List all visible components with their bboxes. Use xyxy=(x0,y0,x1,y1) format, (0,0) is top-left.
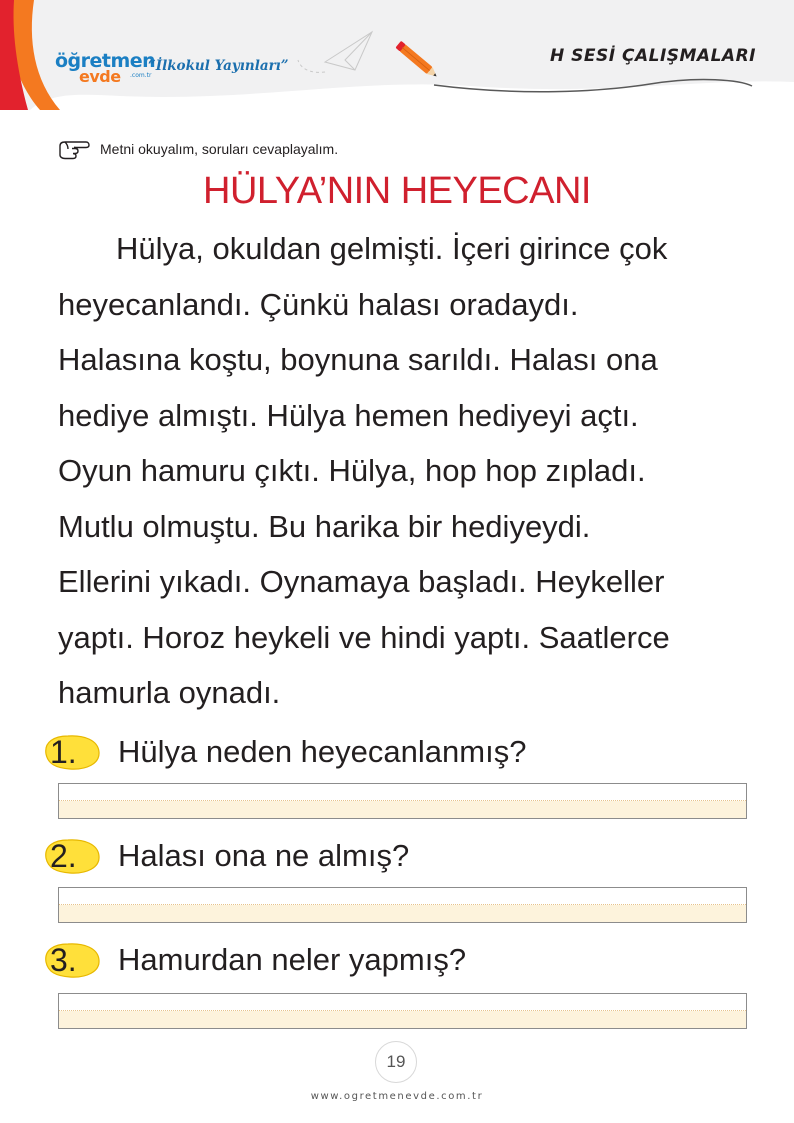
logo-text-secondary: evde xyxy=(79,67,121,86)
question-text: Hamurdan neler yapmış? xyxy=(118,942,467,977)
story-line: Oyun hamuru çıktı. Hülya, hop hop zıpladı. xyxy=(58,453,646,488)
question-number-badge xyxy=(42,836,102,876)
question-number-badge xyxy=(42,940,102,980)
page-number: 19 xyxy=(375,1041,417,1083)
logo-text-primary: öğretmen xyxy=(55,50,156,72)
answer-field-2[interactable] xyxy=(58,887,747,923)
answer-field-1[interactable] xyxy=(58,783,747,819)
story-line: hediye almıştı. Hülya hemen hediyeyi açtı. xyxy=(58,397,639,433)
story-line: Mutlu olmuştu. Bu harika bir hediyeydi. xyxy=(58,508,591,544)
answer-guide-line xyxy=(59,1010,746,1011)
publisher-logo xyxy=(55,50,156,90)
section-title: H SESİ ÇALIŞMALARI xyxy=(549,46,756,66)
pointing-hand-icon xyxy=(58,138,90,160)
story-text xyxy=(58,221,748,721)
story-line: heyecanlandı. Çünkü halası oradaydı. xyxy=(58,286,579,322)
instruction xyxy=(58,136,338,162)
question-1 xyxy=(42,727,526,777)
question-3 xyxy=(42,935,466,985)
question-number: 3. xyxy=(50,942,77,978)
question-text: Halası ona ne almış? xyxy=(118,838,410,873)
story-line: Halasına koştu, boynuna sarıldı. Halası ona xyxy=(58,342,658,377)
answer-guide-band xyxy=(59,1011,746,1028)
logo-domain: .com.tr xyxy=(130,72,152,79)
publisher-name: “İlkokul Yayınları” xyxy=(148,58,289,74)
website-link[interactable]: www.ogretmenevde.com.tr xyxy=(310,1091,484,1102)
answer-guide-line xyxy=(59,904,746,905)
question-number: 2. xyxy=(50,838,77,874)
story-line: hamurla oynadı. xyxy=(58,675,281,710)
answer-guide-band xyxy=(59,905,746,922)
story-line: yaptı. Horoz heykeli ve hindi yaptı. Saatlerce xyxy=(58,619,670,655)
answer-guide-line xyxy=(59,800,746,801)
answer-guide-band xyxy=(59,801,746,818)
instruction-text: Metni okuyalım, soruları cevaplayalım. xyxy=(100,141,339,157)
page-header xyxy=(0,0,794,110)
question-text: Hülya neden heyecanlanmış? xyxy=(118,734,527,769)
question-2 xyxy=(42,831,409,881)
answer-field-3[interactable] xyxy=(58,993,747,1029)
question-number-badge xyxy=(42,732,102,772)
story-line: Ellerini yıkadı. Oynamaya başladı. Heykeller xyxy=(58,564,665,599)
story-title: HÜLYA’NIN HEYECANI xyxy=(203,170,591,212)
question-number: 1. xyxy=(50,734,77,770)
story-line: Hülya, okuldan gelmişti. İçeri girince çok xyxy=(116,231,668,266)
